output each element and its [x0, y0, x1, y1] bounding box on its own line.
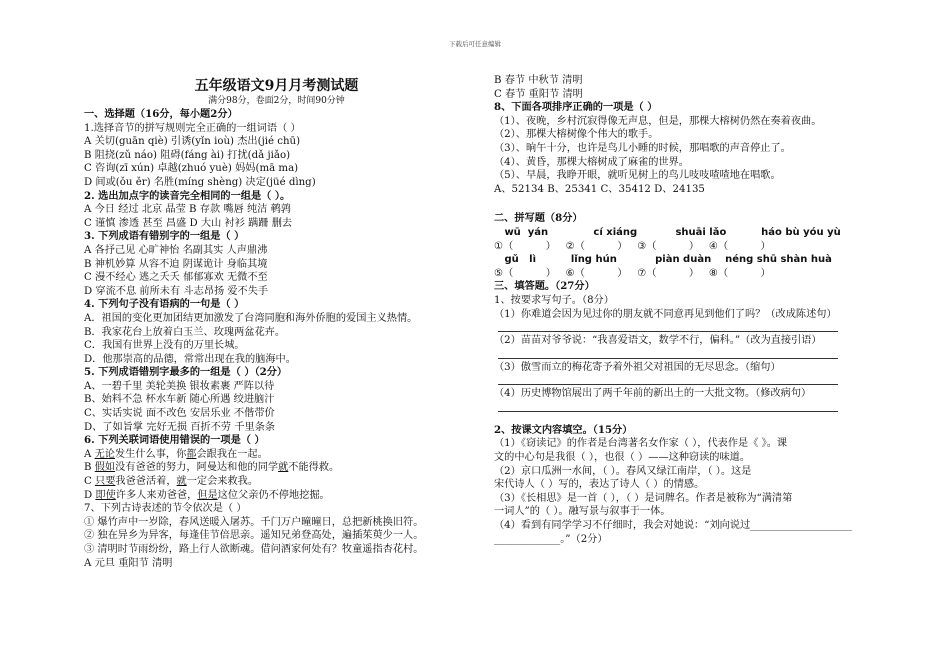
page-subtitle: 满分98分，卷面2分，时间90分钟	[208, 96, 345, 106]
left-line-28: D 即使许多人来劝爸爸，但是这位父亲仍不停地挖掘。	[84, 489, 330, 501]
left-line-31: ② 独在异乡为异客，每逢佳节倍思亲。遥知兄弟登高处，遍插茱萸少一人。	[84, 530, 424, 542]
fill-section-title: 三、填答题。（27分）	[494, 280, 595, 293]
left-line-26: B 假如没有爸爸的努力，阿曼达和他的同学就不能得救。	[84, 462, 340, 474]
left-line-4: C 咨询(zī xún) 卓越(zhuó yuè) 妈妈(mā ma)	[84, 163, 299, 175]
answer-line[interactable]	[498, 350, 838, 359]
left-line-1: 1.选择音节的拼写规则完全正确的一组词语（ ）	[84, 122, 301, 134]
left-line-33: A 元旦 重阳节 清明	[84, 557, 173, 569]
left-column	[84, 74, 469, 570]
answer-line[interactable]	[498, 323, 838, 332]
pinyin-section-title: 二、拼写题（8分）	[494, 212, 583, 225]
pinyin-row-1: wū yán cí xiáng shuāi lǎo háo bù yóu yù	[494, 226, 841, 238]
right-questions	[494, 74, 894, 196]
left-line-11: B 神机妙算 从容不迫 阴谋诡计 身临其境	[84, 258, 268, 270]
left-line-10: A 各抒己见 心旷神怡 名副其实 人声鼎沸	[84, 244, 268, 256]
left-line-15: A．祖国的变化更加团结更加激发了台湾同胞和海外侨胞的爱国主义热情。	[84, 312, 418, 324]
fill-item-3: （3）傲雪而立的梅花寄予着外祖父对祖国的无尽思念。（缩句）	[494, 361, 781, 373]
left-line-16: B．我家花台上放着白玉兰、玫瑰两盆花卉。	[84, 326, 286, 338]
fill-q2-line-2: （2）京口瓜洲一水间，（ ）。春风又绿江南岸，（ ）。这是	[494, 465, 752, 477]
header-note: 下载后可任意编辑	[449, 40, 501, 48]
left-line-32: ③ 清明时节雨纷纷，路上行人欲断魂。借问酒家何处有？牧童遥指杏花村。	[84, 544, 424, 555]
right-line-6: （4）、黄昏，那棵大榕树成了麻雀的世界。	[494, 156, 689, 168]
pinyin-answer-row-1: ①（ ） ②（ ） ③（ ） ④（ ）	[494, 240, 771, 252]
left-line-27: C 只要我爸爸活着，就一定会来救我。	[84, 476, 259, 488]
left-line-22: C、实话实说 面不改色 安居乐业 不偕带价	[84, 408, 275, 420]
page-title: 五年级语文9月月考测试题	[194, 78, 359, 94]
right-line-0: B 春节 中秋节 清明	[494, 75, 583, 86]
left-line-0: 一、选择题（16分，每小题2分）	[84, 108, 238, 120]
fill-q2-line-1: 文的中心句是我很（ ），也很（ ）——这种窃读的味道。	[494, 452, 751, 464]
left-line-5: D 间或(ǒu ěr) 名胜(míng shèng) 决定(jüé dìng)	[84, 176, 316, 188]
fill-q2-line-0: （1）《窃读记》的作者是台湾著名女作家（ ），代表作是《 》。课	[494, 438, 788, 450]
fill-q2-line-5: 一词人”的（ ）。融写景与叙事于一体。	[494, 506, 671, 518]
fill-item-4: （4）历史博物馆展出了两千年前的新出土的一大批文物。（修改病句）	[494, 388, 812, 400]
right-line-4: （2）、那棵大榕树像个伟大的歌手。	[494, 129, 659, 141]
right-line-8: A、52134 B、25341 C、35412 D、24135	[494, 183, 705, 195]
fill-question-2: 2、按课文内容填空。（15分）	[494, 423, 633, 436]
left-line-2: A 关切(guān qiè) 引诱(yǐn ioù) 杰出(jié chū)	[84, 136, 301, 148]
left-line-8: C 谨慎 渗透 甚至 昌盛 D 大山 衬衫 蹒跚 删去	[84, 217, 293, 229]
right-line-1: C 春节 重阳节 清明	[494, 88, 583, 100]
left-line-29: 7、下列古诗表述的节令依次是（ ）	[84, 503, 247, 515]
left-line-19: 5. 下列成语错别字最多的一组是（ ）（2分）	[84, 366, 288, 379]
fill-q2-line-6: （4）看到有同学学习不仔细时，我会对她说：“刘向说过____________________	[494, 520, 853, 532]
right-line-7: （5）、早晨，我睁开眼，就听见树上的鸟儿吱吱喳喳地在唱歌。	[494, 170, 781, 182]
left-line-23: D、了如旨掌 完好无损 百折不劳 千里条条	[84, 421, 276, 433]
fill-item-2: （2）苗苗对爷爷说：“我喜爱语文，数学不行，偏科。”（改为直接引语）	[494, 335, 822, 347]
right-line-3: （1）、夜晚，乡村沉寂得像无声息，但是，那棵大榕树仍然在奏着夜曲。	[494, 115, 822, 127]
left-line-12: C 漫不经心 逃之夭夭 郁郁寡欢 无微不至	[84, 272, 268, 284]
left-line-30: ① 爆竹声中一岁除，春风送暖入屠苏。千门万户曈曈日，总把新桃换旧符。	[84, 516, 424, 528]
right-line-5: （3）、晌午十分，也许是鸟儿小睡的时候，那唱歌的声音停止了。	[494, 142, 791, 154]
fill-item-1: （1）你难道会因为见过你的朋友就不同意再见到他们了吗？（改成陈述句）	[494, 308, 837, 320]
left-line-24: 6. 下列关联词语使用错误的一项是（ ）	[84, 434, 265, 447]
left-line-13: D 穿流不息 前所未有 斗志昂扬 爱不失手	[84, 285, 269, 297]
left-questions	[84, 108, 469, 570]
left-line-9: 3. 下列成语有错别字的一组是（ ）	[84, 230, 245, 243]
answer-line[interactable]	[498, 376, 838, 385]
left-line-21: B、始料不急 杯水车新 随心所遇 绞进脑汁	[84, 394, 275, 406]
fill-question-1: 1、按要求写句子。（8分）	[494, 294, 614, 306]
fill-q2-line-7: _____________。”（2分）	[494, 533, 608, 545]
left-line-14: 4. 下列句子没有语病的一句是（ ）	[84, 298, 245, 311]
left-line-25: A 无论发生什么事，你都会跟我在一起。	[84, 448, 268, 460]
right-column	[494, 74, 894, 546]
fill-q2-line-3: 宋代诗人（ ）写的，表达了诗人（ ）的情感。	[494, 479, 705, 491]
left-line-20: A、一碧千里 美轮美换 银妆素裹 严阵以待	[84, 380, 275, 392]
left-line-7: A 今日 经过 北京 晶莹 B 存款 嘴唇 纯洁 鹌鹑	[84, 204, 291, 216]
fill-q2-line-4: （3）《长相思》是一首（ ），（ ）是词牌名。作者是被称为“满清第	[494, 492, 793, 504]
right-line-2: 8、下面各项排序正确的一项是（ ）	[494, 101, 658, 114]
pinyin-answer-row-2: ⑤（ ） ⑥（ ） ⑦（ ） ⑧（ ）	[494, 267, 771, 279]
fill-question-2-lines	[494, 437, 894, 546]
left-line-17: C．我国有世界上没有的万里长城。	[84, 340, 245, 352]
left-line-18: D．他那崇高的品德，常常出现在我的脑海中。	[84, 353, 296, 365]
left-line-3: B 阻挠(zǔ náo) 阻碍(fáng ài) 打扰(dǎ jiǎo)	[84, 149, 291, 161]
answer-line[interactable]	[498, 403, 838, 412]
pinyin-row-2: gǔ lì lǐng hún piàn duàn néng shū shàn huà	[494, 254, 832, 266]
left-line-6: 2. 选出加点字的读音完全相同的一组是（ ）。	[84, 189, 291, 202]
